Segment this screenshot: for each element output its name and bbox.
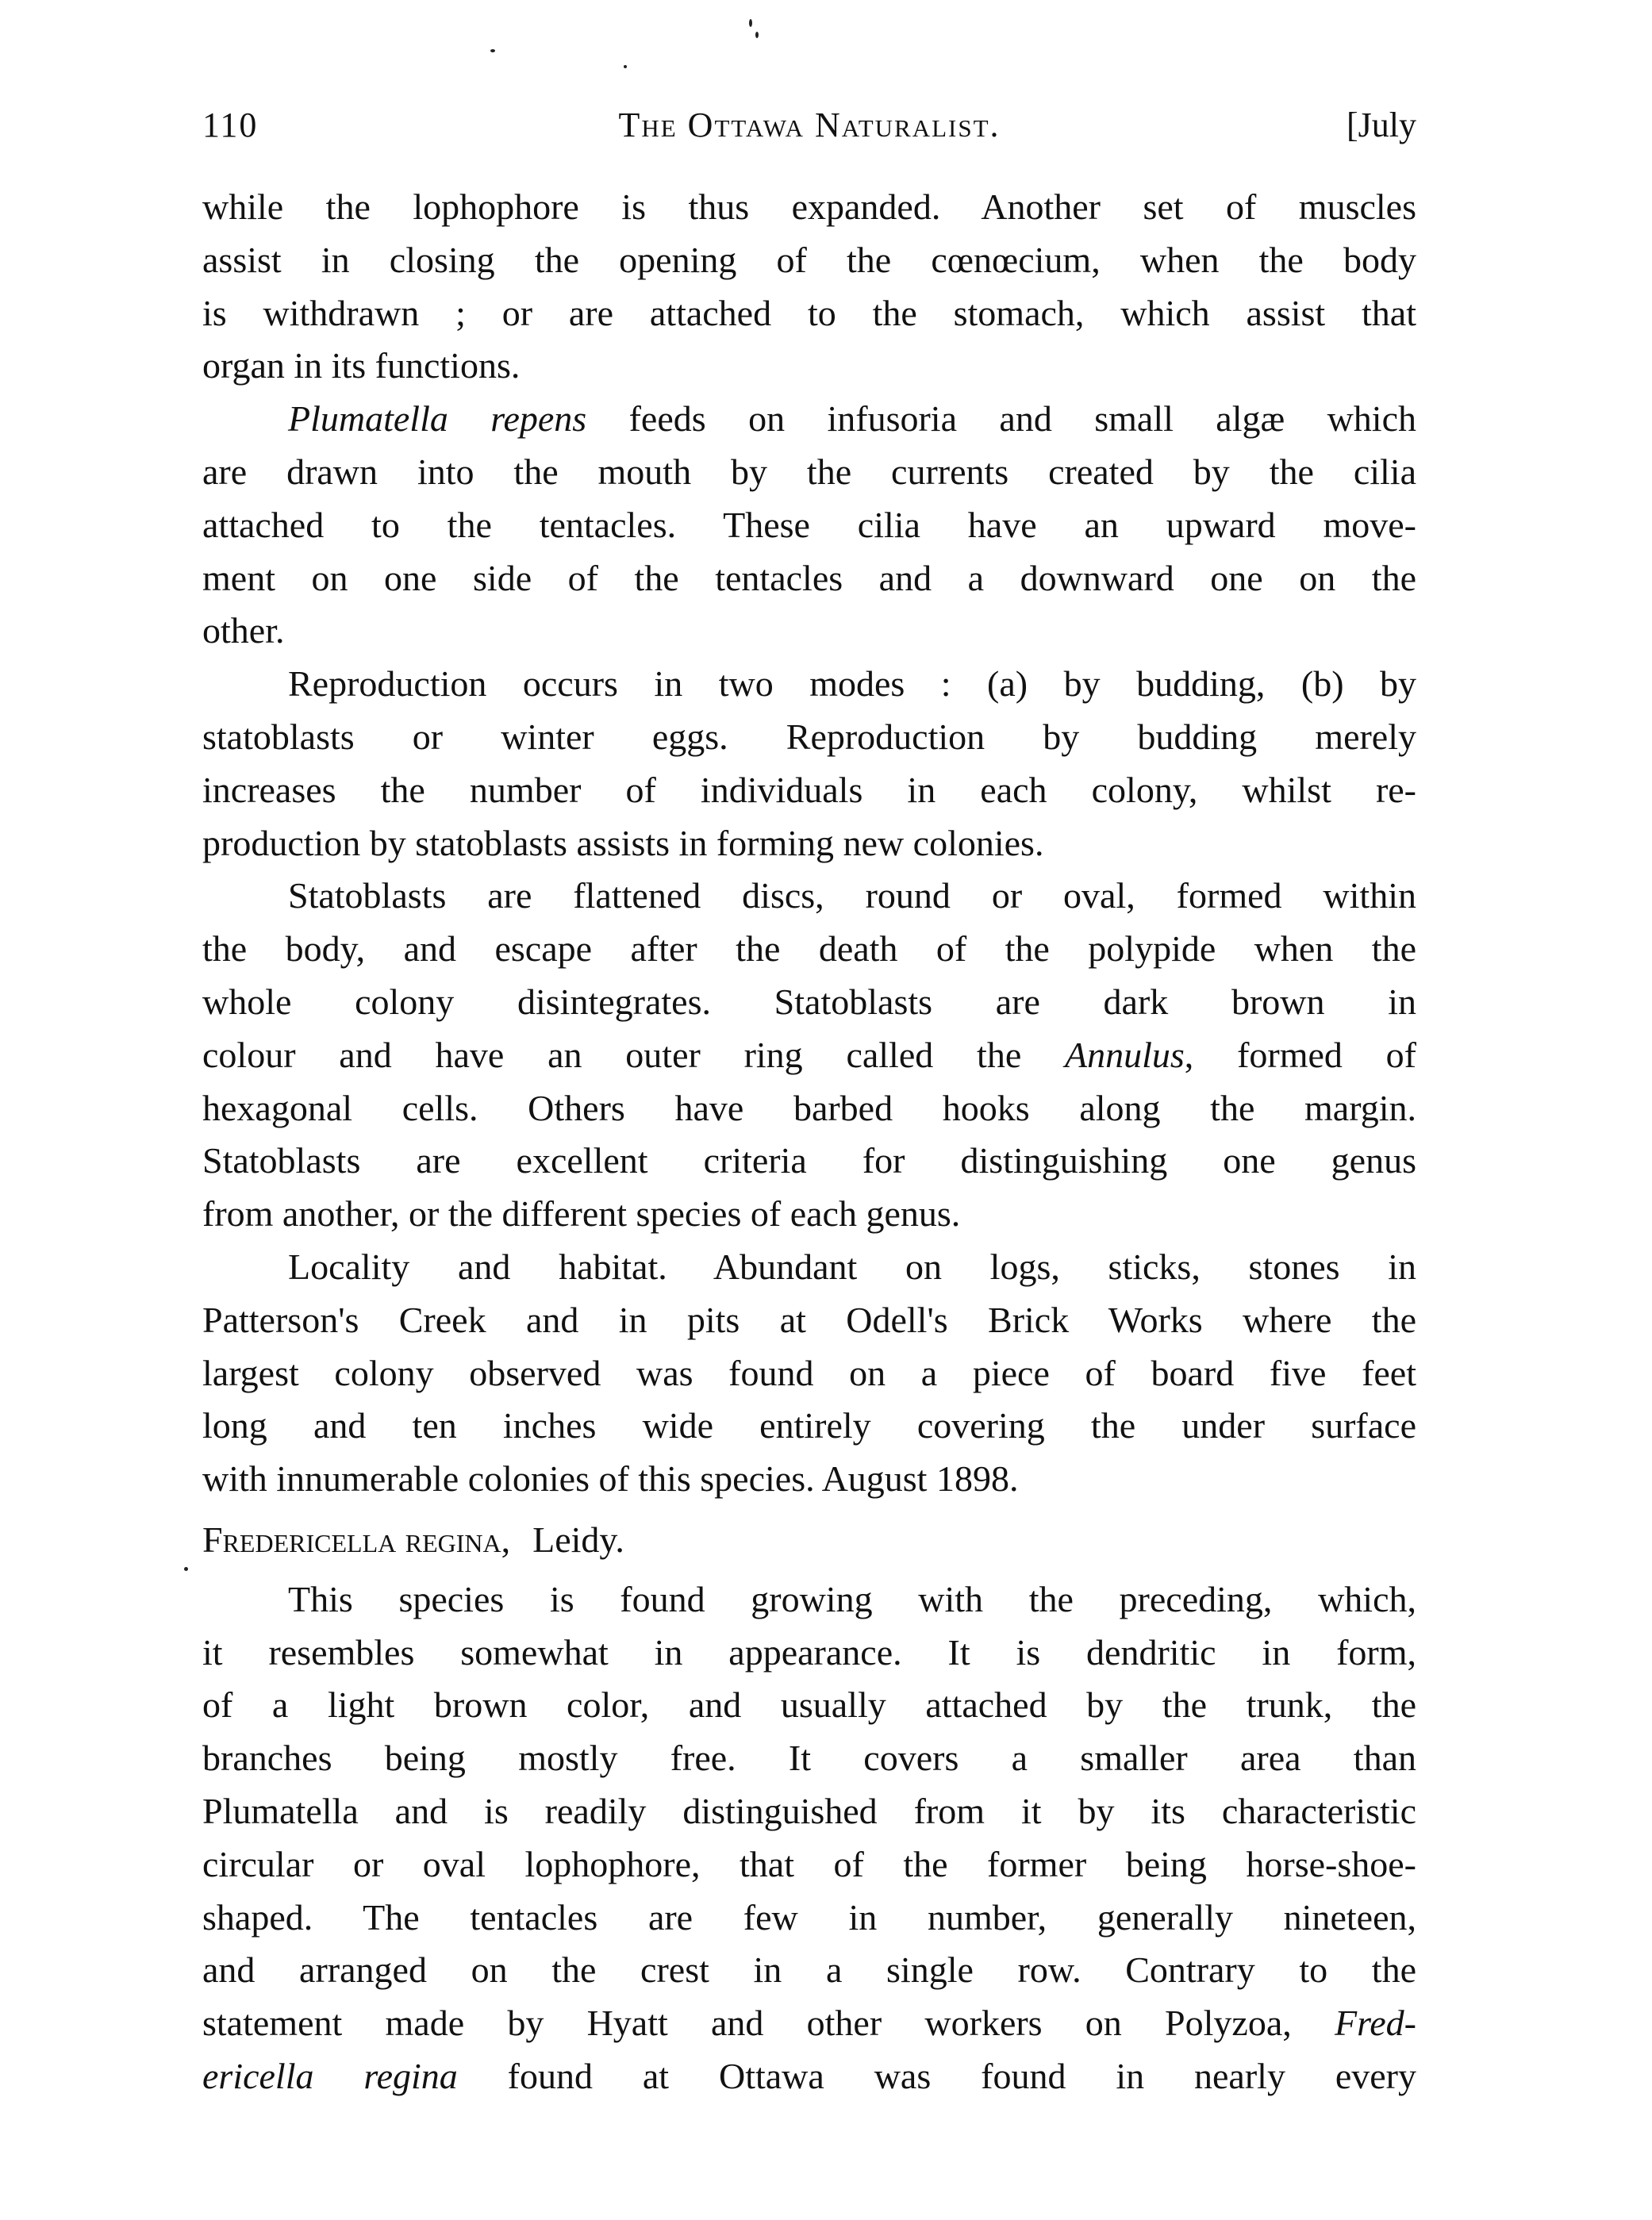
page-number: 110 bbox=[202, 106, 259, 144]
text-line bbox=[202, 393, 1416, 446]
text-line: of a light brown color, and usually attached by the trunk, the bbox=[202, 1684, 1416, 1726]
paragraph-reproduction bbox=[202, 658, 1416, 870]
text-line: hexagonal cells. Others have barbed hooks along the margin. bbox=[202, 1087, 1416, 1128]
text-line: organ in its functions. bbox=[202, 345, 521, 386]
scan-speck bbox=[184, 1567, 188, 1571]
text-line: increases the number of individuals in each colony, whilst re- bbox=[202, 769, 1416, 810]
text-line: while the lophophore is thus expanded. Another set of muscles bbox=[202, 186, 1416, 227]
text-line: from another, or the different species of each genus. bbox=[202, 1193, 961, 1235]
italic-term: Annulus bbox=[1065, 1034, 1185, 1075]
text-fragment: found at Ottawa was found in nearly every bbox=[457, 2055, 1416, 2096]
species-heading: Fredericella regina, bbox=[202, 1519, 511, 1560]
paragraph-statoblasts bbox=[202, 870, 1416, 1241]
text-line: Patterson's Creek and in pits at Odell's Brick Works where the bbox=[202, 1299, 1416, 1340]
text-line: statoblasts or winter eggs. Reproduction by budding merely bbox=[202, 716, 1416, 757]
paragraph-feeding bbox=[202, 393, 1416, 658]
running-header bbox=[202, 102, 1416, 149]
text-line: circular or oval lophophore, that of the former being horse-shoe- bbox=[202, 1843, 1416, 1884]
text-line: largest colony observed was found on a piece of board five feet bbox=[202, 1352, 1416, 1393]
text-line: ment on one side of the tentacles and a downward one on the bbox=[202, 557, 1416, 598]
text-line: other. bbox=[202, 610, 285, 651]
text-line: production by statoblasts assists in forming new colonies. bbox=[202, 822, 1044, 863]
issue-month: [July bbox=[1347, 106, 1416, 144]
section-heading bbox=[202, 1514, 1416, 1567]
species-name-italic: ericella regina bbox=[202, 2055, 458, 2096]
text-line: shaped. The tentacles are few in number, generally nineteen, bbox=[202, 1896, 1416, 1938]
text-line: the body, and escape after the death of the polypide when the bbox=[202, 928, 1416, 970]
text-line: branches being mostly free. It covers a smaller area than bbox=[202, 1738, 1416, 1779]
species-authority: Leidy. bbox=[532, 1519, 624, 1560]
text-line: are drawn into the mouth by the currents created by the cilia bbox=[202, 451, 1416, 492]
text-line: Statoblasts are flattened discs, round or oval, formed within bbox=[288, 875, 1416, 916]
text-line: attached to the tentacles. These cilia have an upward move- bbox=[202, 504, 1416, 545]
text-line: with innumerable colonies of this species. August 1898. bbox=[202, 1458, 1019, 1500]
text-line: Reproduction occurs in two modes : (a) by budding, (b) by bbox=[288, 663, 1416, 705]
text-line-annulus: colour and have an outer ring called the Annulus, formed of bbox=[202, 1034, 1416, 1075]
scan-speck bbox=[749, 19, 752, 27]
text-line: long and ten inches wide entirely covering the under surface bbox=[202, 1405, 1416, 1446]
text-line bbox=[202, 1997, 1416, 2050]
species-name-italic: Plumatella repens bbox=[288, 398, 587, 440]
article-body bbox=[202, 181, 1416, 2103]
journal-title: The Ottawa Naturalist. bbox=[618, 106, 1001, 144]
text-line: whole colony disintegrates. Statoblasts are dark brown in bbox=[202, 981, 1416, 1022]
text-fragment: feeds on infusoria and small algæ which bbox=[586, 398, 1416, 440]
paragraph-locality bbox=[202, 1241, 1416, 1506]
text-line: This species is found growing with the preceding, which, bbox=[288, 1578, 1416, 1619]
scan-speck bbox=[624, 65, 627, 68]
text-line: and arranged on the crest in a single row. Contrary to the bbox=[202, 1949, 1416, 1991]
paragraph-continuation bbox=[202, 181, 1416, 393]
scan-speck bbox=[490, 49, 495, 52]
text-line: Plumatella and is readily distinguished from it by its characteristic bbox=[202, 1790, 1416, 1831]
text-line: it resembles somewhat in appearance. It is dendritic in form, bbox=[202, 1631, 1416, 1673]
text-fragment: statement made by Hyatt and other workers on Polyzoa, bbox=[202, 2003, 1335, 2044]
text-line: assist in closing the opening of the cœnœcium, when the body bbox=[202, 239, 1416, 280]
paragraph-fredericella bbox=[202, 1573, 1416, 2103]
species-name-italic: Fred- bbox=[1334, 2003, 1416, 2044]
text-line: Statoblasts are excellent criteria for distinguishing one genus bbox=[202, 1140, 1416, 1181]
text-line: Locality and habitat. Abundant on logs, sticks, stones in bbox=[288, 1246, 1416, 1287]
text-line: is withdrawn ; or are attached to the stomach, which assist that bbox=[202, 292, 1416, 333]
text-line bbox=[202, 2050, 1416, 2103]
scan-speck bbox=[755, 32, 759, 38]
